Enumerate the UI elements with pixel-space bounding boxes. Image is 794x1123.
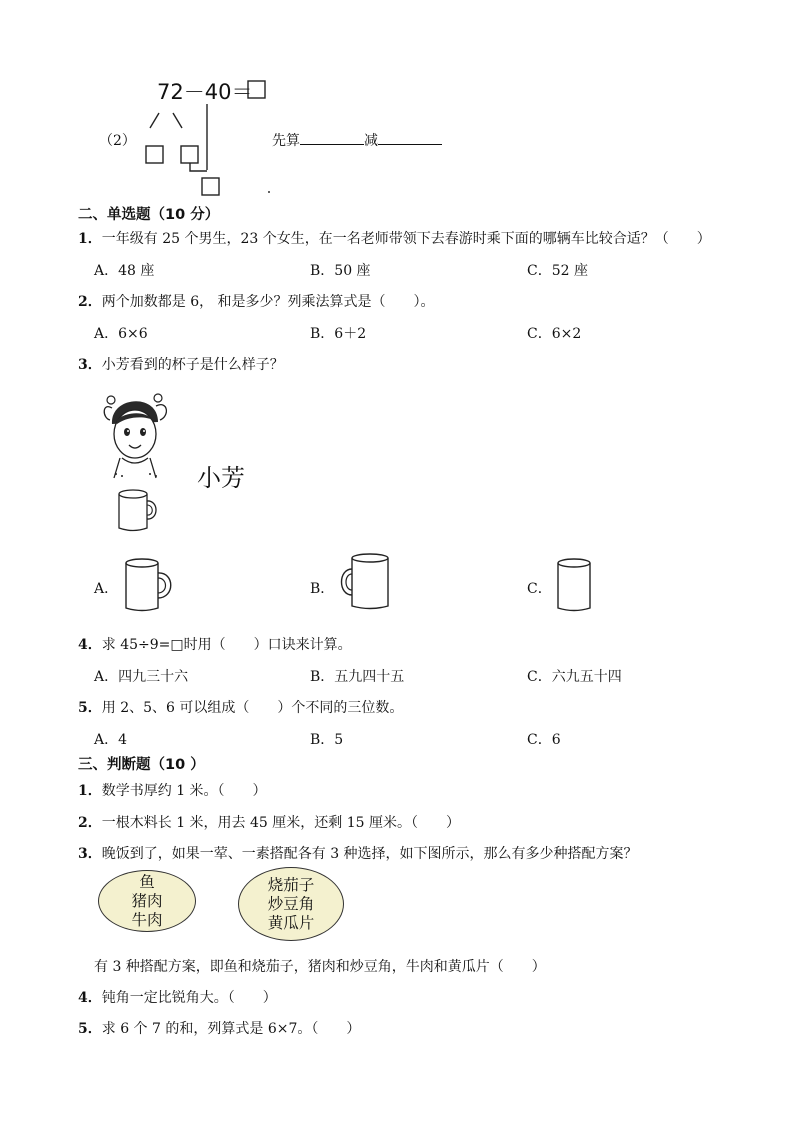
option-c[interactable]: C．六九五十四: [527, 669, 622, 685]
menu-item: 猪肉: [131, 891, 163, 910]
q-text: 求 6 个 7 的和，列算式是 6×7。（ ）: [101, 1021, 361, 1037]
s2-q3: [78, 354, 284, 374]
problem2-prompt: [272, 130, 442, 150]
girl-illustration: [100, 388, 170, 480]
q-number: 4．: [78, 637, 102, 653]
girl-label: 小芳: [197, 464, 245, 492]
q-text: 小芳看到的杯子是什么样子？: [101, 357, 284, 373]
q-number: 3．: [78, 846, 102, 862]
option-a[interactable]: A．48 座: [94, 263, 155, 279]
option-a[interactable]: A．: [94, 581, 119, 597]
answer-box-tens: [146, 146, 163, 163]
s3-q2: [78, 812, 460, 832]
option-a[interactable]: A．4: [94, 732, 128, 748]
q-text: 钝角一定比锐角大。（ ）: [101, 990, 277, 1006]
q-number: 1．: [78, 231, 102, 247]
answer-box-sum: [202, 178, 219, 195]
split-line-left: [150, 113, 159, 128]
q-text: 两个加数都是 6， 和是多少？列乘法算式是（ ）。: [101, 294, 435, 310]
q-number: 2．: [78, 294, 102, 310]
reference-cup-icon: [118, 488, 162, 534]
q-text: 数学书厚约 1 米。（ ）: [101, 783, 267, 799]
s2-q5: [78, 697, 403, 717]
prompt-minus-label: 减: [364, 133, 378, 149]
option-a[interactable]: A．四九三十六: [94, 669, 189, 685]
q-number: 5．: [78, 1021, 102, 1037]
s3-q1: [78, 780, 267, 800]
option-c[interactable]: C．6: [527, 732, 561, 748]
option-c[interactable]: C．: [527, 581, 552, 597]
blank-first[interactable]: [300, 130, 364, 145]
menu-item: 鱼: [139, 872, 155, 891]
q-text: 晚饭到了，如果一荤、一素搭配各有 3 种选择，如下图所示，那么有多少种搭配方案？: [101, 846, 638, 862]
s3-q4: [78, 987, 277, 1007]
cup-option-a-icon[interactable]: [124, 558, 178, 614]
s2-q4: [78, 634, 352, 654]
answer-box-result: [248, 81, 265, 98]
bracket-connector: [190, 163, 207, 171]
option-c[interactable]: C．6×2: [527, 326, 582, 342]
problem2-tree-diagram: [0, 0, 300, 200]
veg-options-ellipse: [238, 867, 344, 941]
option-b[interactable]: B．五九四十五: [310, 669, 405, 685]
q-number: 2．: [78, 815, 102, 831]
s2-q1: [78, 228, 711, 248]
option-b[interactable]: B．6＋2: [310, 326, 367, 342]
q-number: 4．: [78, 990, 102, 1006]
option-b[interactable]: B．5: [310, 732, 344, 748]
s3-q3-statement: 有 3 种搭配方案，即鱼和烧茄子，猪肉和炒豆角，牛肉和黄瓜片（ ）: [94, 959, 546, 975]
option-b[interactable]: B．: [310, 581, 335, 597]
q-text: 一年级有 25 个男生，23 个女生，在一名老师带领下去春游时乘下面的哪辆车比较合适？（ ）: [101, 231, 711, 247]
s3-q3: [78, 843, 638, 863]
answer-box-ones: [181, 146, 198, 163]
q-text: 用 2、5、6 可以组成（ ）个不同的三位数。: [101, 700, 404, 716]
option-b[interactable]: B．50 座: [310, 263, 371, 279]
section3-title: 三、判断题（10 ）: [78, 757, 205, 773]
option-c[interactable]: C．52 座: [527, 263, 588, 279]
q-number: 1．: [78, 783, 102, 799]
q-number: 5．: [78, 700, 102, 716]
s2-q2: [78, 291, 435, 311]
menu-item: 烧茄子: [267, 875, 315, 894]
q-text: 求 45÷9=□时用（ ）口诀来计算。: [101, 637, 352, 653]
problem2-number: （2）: [99, 133, 136, 149]
problem2-equation: 72－40＝: [157, 80, 253, 104]
option-a[interactable]: A．6×6: [94, 326, 148, 342]
meat-options-ellipse: [98, 870, 196, 932]
q-text: 一根木料长 1 米，用去 45 厘米，还剩 15 厘米。（ ）: [101, 815, 460, 831]
split-line-right: [173, 113, 182, 128]
cup-option-c-icon[interactable]: [556, 558, 594, 614]
blank-minus[interactable]: [378, 130, 442, 145]
cup-option-b-icon[interactable]: [338, 553, 394, 613]
s3-q5: [78, 1018, 360, 1038]
menu-item: 炒豆角: [267, 894, 315, 913]
section2-title: 二、单选题（10 分）: [78, 207, 220, 223]
prompt-first-label: 先算: [272, 133, 300, 149]
menu-item: 牛肉: [131, 910, 163, 929]
q-number: 3．: [78, 357, 102, 373]
menu-item: 黄瓜片: [267, 913, 315, 932]
